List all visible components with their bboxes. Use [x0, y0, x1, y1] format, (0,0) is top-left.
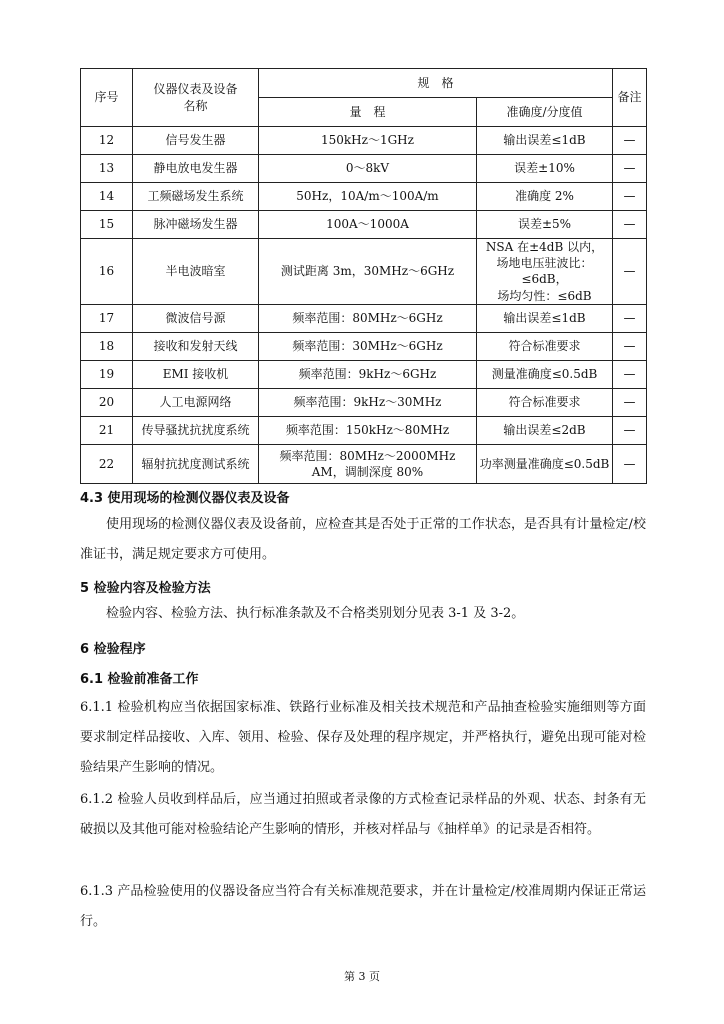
cell-remark: —: [613, 388, 647, 416]
cell-name: 脉冲磁场发生器: [133, 211, 259, 239]
cell-seq: 18: [81, 332, 133, 360]
header-name-text: 仪器仪表及设备名称: [153, 82, 238, 113]
table-row: [81, 332, 647, 360]
cell-accuracy: 符合标准要求: [477, 332, 613, 360]
cell-accuracy: 符合标准要求: [477, 388, 613, 416]
cell-remark: —: [613, 211, 647, 239]
cell-accuracy: 功率测量准确度≤0.5dB: [477, 444, 613, 483]
section-6-1-2: 6.1.2 检验人员收到样品后，应当通过拍照或者录像的方式检查记录样品的外观、状态、封条有无破损以及其他可能对检验结论产生影响的情形，并核对样品与《抽样单》的记录是否相符。: [80, 792, 646, 837]
cell-range: 频率范围：150kHz～80MHz: [259, 416, 477, 444]
header-range: 量 程: [259, 98, 477, 127]
cell-accuracy-line: 场均匀性：≤6dB: [497, 288, 592, 303]
cell-name: 信号发生器: [133, 127, 259, 155]
cell-seq: 12: [81, 127, 133, 155]
cell-range: 测试距离 3m，30MHz～6GHz: [259, 239, 477, 305]
table-row: [81, 211, 647, 239]
instrument-table: [80, 68, 647, 484]
cell-name: 工频磁场发生系统: [133, 183, 259, 211]
cell-accuracy: 误差±5%: [477, 211, 613, 239]
cell-accuracy: 误差±10%: [477, 155, 613, 183]
section-4-3-body: 使用现场的检测仪器仪表及设备前，应检查其是否处于正常的工作状态，是否具有计量检定/校准证书，满足规定要求方可使用。: [80, 517, 646, 562]
cell-seq: 20: [81, 388, 133, 416]
cell-range: 频率范围：30MHz～6GHz: [259, 332, 477, 360]
table-row: [81, 416, 647, 444]
table-header-row: [81, 69, 647, 98]
cell-accuracy: [477, 239, 613, 305]
cell-seq: 16: [81, 239, 133, 305]
cell-name: 传导骚扰抗扰度系统: [133, 416, 259, 444]
cell-accuracy-line: 场地电压驻波比：≤6dB，: [496, 256, 593, 287]
cell-accuracy: 输出误差≤2dB: [477, 416, 613, 444]
cell-range: [259, 444, 477, 483]
section-4-3-title: 4.3 使用现场的检测仪器仪表及设备: [80, 491, 290, 506]
cell-range: 150kHz～1GHz: [259, 127, 477, 155]
cell-remark: —: [613, 127, 647, 155]
section-6-1-3: 6.1.3 产品检验使用的仪器设备应当符合有关标准规范要求，并在计量检定/校准周期内保证正常运行。: [80, 884, 646, 929]
section-5-body: 检验内容、检验方法、执行标准条款及不合格类别划分见表 3-1 及 3-2。: [106, 606, 525, 621]
cell-range: 0～8kV: [259, 155, 477, 183]
cell-seq: 19: [81, 360, 133, 388]
cell-name: 人工电源网络: [133, 388, 259, 416]
header-remark: 备注: [613, 69, 647, 127]
cell-seq: 14: [81, 183, 133, 211]
header-accuracy: 准确度/分度值: [477, 98, 613, 127]
table-row: [81, 388, 647, 416]
cell-seq: 21: [81, 416, 133, 444]
section-6-1-1: 6.1.1 检验机构应当依据国家标准、铁路行业标准及相关技术规范和产品抽查检验实施细则等方面要求制定样品接收、入库、领用、检验、保存及处理的程序规定，并严格执行，避免出现可能对检验结果产生影响的情况。: [80, 700, 646, 775]
section-6-title: 6 检验程序: [80, 642, 146, 657]
cell-name: 接收和发射天线: [133, 332, 259, 360]
cell-range-line: 频率范围：80MHz～2000MHz: [279, 448, 456, 463]
cell-accuracy: 测量准确度≤0.5dB: [477, 360, 613, 388]
cell-remark: —: [613, 416, 647, 444]
cell-remark: —: [613, 332, 647, 360]
cell-remark: —: [613, 155, 647, 183]
table-row: [81, 127, 647, 155]
cell-seq: 15: [81, 211, 133, 239]
cell-seq: 22: [81, 444, 133, 483]
table-row: [81, 444, 647, 483]
cell-accuracy: 输出误差≤1dB: [477, 127, 613, 155]
section-6-1-title: 6.1 检验前准备工作: [80, 672, 199, 687]
cell-range: 100A～1000A: [259, 211, 477, 239]
cell-remark: —: [613, 444, 647, 483]
cell-remark: —: [613, 360, 647, 388]
cell-range: 频率范围：80MHz～6GHz: [259, 304, 477, 332]
cell-remark: —: [613, 304, 647, 332]
cell-accuracy: 准确度 2%: [477, 183, 613, 211]
table-row: [81, 239, 647, 305]
cell-range: 50Hz，10A/m～100A/m: [259, 183, 477, 211]
table-row: [81, 304, 647, 332]
page-number: 第 3 页: [344, 970, 380, 983]
section-5-title: 5 检验内容及检验方法: [80, 581, 211, 596]
header-spec: 规 格: [259, 69, 613, 98]
table-row: [81, 360, 647, 388]
header-name: [133, 69, 259, 127]
cell-seq: 17: [81, 304, 133, 332]
cell-range: 频率范围：9kHz～6GHz: [259, 360, 477, 388]
table-body: [81, 127, 647, 484]
cell-name: 静电放电发生器: [133, 155, 259, 183]
cell-name: 半电波暗室: [133, 239, 259, 305]
cell-remark: —: [613, 239, 647, 305]
cell-name: 微波信号源: [133, 304, 259, 332]
cell-remark: —: [613, 183, 647, 211]
cell-accuracy: 输出误差≤1dB: [477, 304, 613, 332]
cell-range-line: AM，调制深度 80%: [311, 464, 424, 479]
cell-name: 辐射抗扰度测试系统: [133, 444, 259, 483]
cell-accuracy-line: NSA 在±4dB 以内，: [485, 240, 604, 254]
table-row: [81, 183, 647, 211]
cell-seq: 13: [81, 155, 133, 183]
cell-range: 频率范围：9kHz～30MHz: [259, 388, 477, 416]
header-seq: 序号: [81, 69, 133, 127]
cell-name: EMI 接收机: [133, 360, 259, 388]
table-row: [81, 155, 647, 183]
